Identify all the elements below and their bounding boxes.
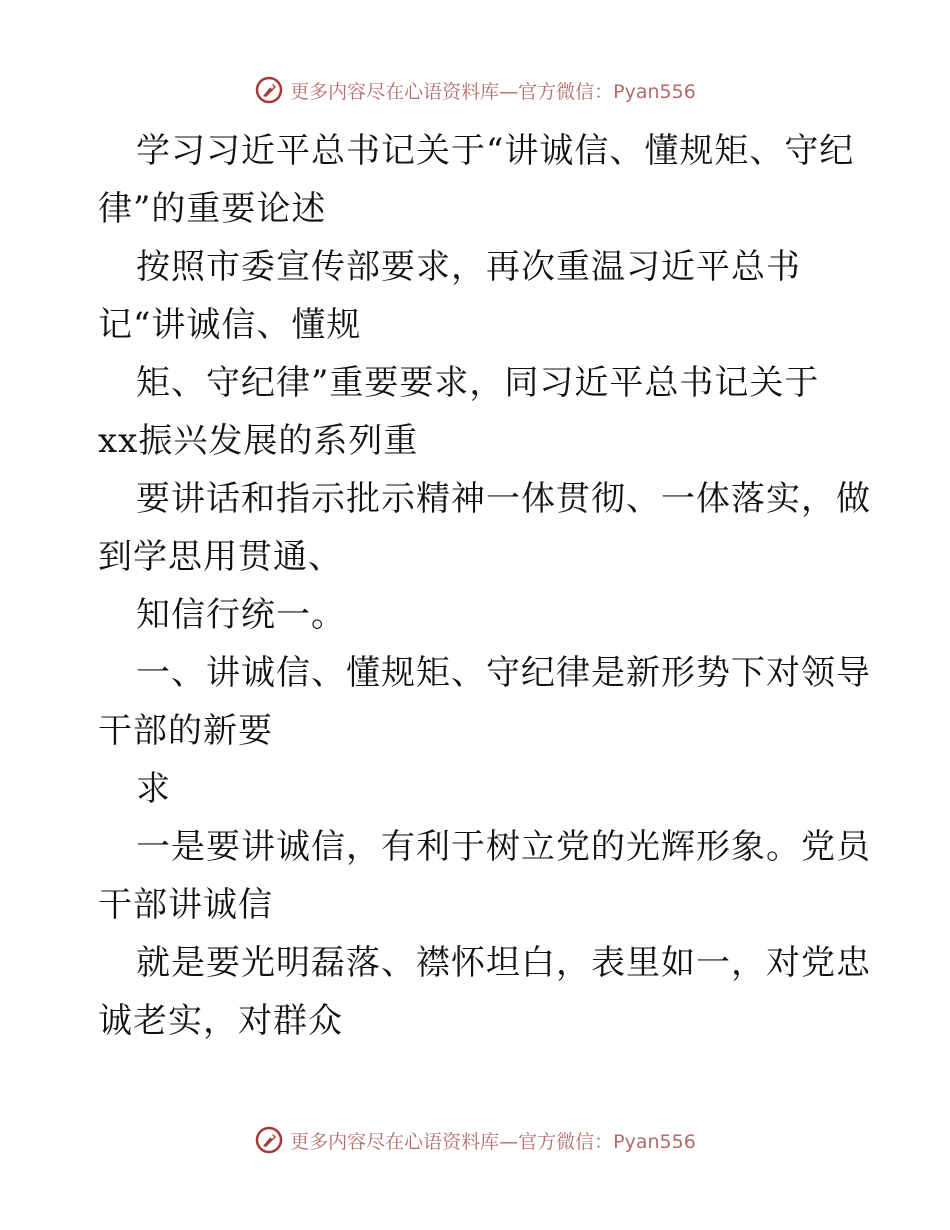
doc-line: 一、讲诚信、懂规矩、守纪律是新形势下对领导 xyxy=(136,653,871,693)
doc-line: 到学思用贯通、 xyxy=(98,537,343,577)
doc-line: 一是要讲诚信，有利于树立党的光辉形象。党员 xyxy=(136,827,871,867)
doc-line: 干部的新要 xyxy=(98,711,273,751)
doc-line: 律”的重要论述 xyxy=(98,189,327,229)
doc-line: 就是要光明磊落、襟怀坦白，表里如一，对党忠 xyxy=(136,943,871,983)
pen-nib-logo-icon xyxy=(254,1125,284,1155)
doc-line: 诚老实，对群众 xyxy=(98,1001,343,1041)
doc-line: 要讲话和指示批示精神一体贯彻、一体落实，做 xyxy=(136,479,871,519)
footer-banner-text: 更多内容尽在心语资料库—官方微信：Pyan556 xyxy=(290,1130,696,1153)
doc-line: 矩、守纪律”重要要求，同习近平总书记关于 xyxy=(136,363,820,403)
header-banner-text: 更多内容尽在心语资料库—官方微信：Pyan556 xyxy=(290,80,696,103)
doc-line: 记“讲诚信、懂规 xyxy=(98,305,362,345)
doc-line: 求 xyxy=(136,769,171,809)
doc-line: 按照市委宣传部要求，再次重温习近平总书 xyxy=(136,247,801,287)
doc-line: 知信行统一。 xyxy=(136,595,346,635)
doc-line: xx振兴发展的系列重 xyxy=(98,421,419,461)
header-banner xyxy=(0,70,950,110)
document-body xyxy=(98,122,871,1050)
pen-nib-logo-icon xyxy=(254,75,284,105)
doc-line: 干部讲诚信 xyxy=(98,885,273,925)
footer-banner xyxy=(0,1120,950,1160)
doc-line: 学习习近平总书记关于“讲诚信、懂规矩、守纪 xyxy=(136,131,855,171)
